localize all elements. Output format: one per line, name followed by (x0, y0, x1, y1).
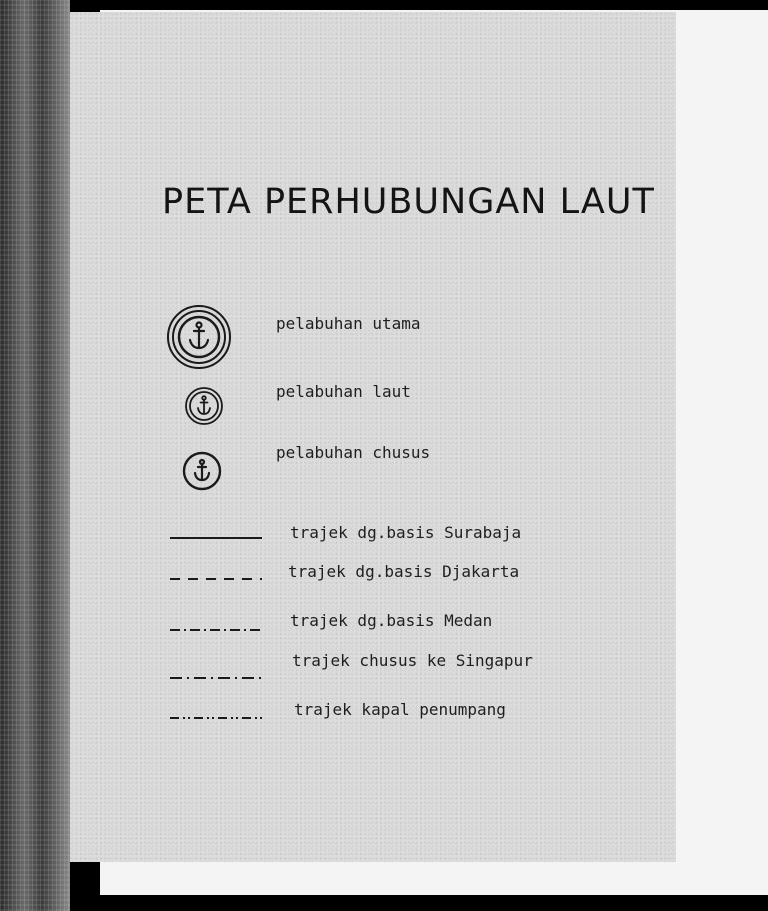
legend-label-pelabuhan-utama: pelabuhan utama (276, 314, 421, 333)
route-line-dash-dot-dot (170, 712, 266, 724)
legend-label-trajek-kapal-penumpang: trajek kapal penumpang (294, 700, 506, 719)
binding-spine (0, 0, 70, 911)
legend-label-pelabuhan-laut: pelabuhan laut (276, 382, 411, 401)
legend-label-trajek-surabaja: trajek dg.basis Surabaja (290, 523, 522, 542)
map-title: PETA PERHUBUNGAN LAUT (162, 182, 655, 222)
legend-label-trajek-singapur: trajek chusus ke Singapur (292, 651, 533, 670)
anchor-double-circle-icon (184, 386, 224, 426)
legend-label-trajek-medan: trajek dg.basis Medan (290, 611, 493, 630)
route-line-dashed (170, 573, 266, 585)
route-line-dash-dot (170, 624, 266, 636)
anchor-circle-icon (181, 450, 223, 492)
legend-label-trajek-djakarta: trajek dg.basis Djakarta (288, 562, 520, 581)
map-legend-page (70, 12, 676, 862)
route-line-solid (170, 532, 266, 544)
route-line-dash-dot-singapur (170, 672, 266, 684)
legend-label-pelabuhan-chusus: pelabuhan chusus (276, 443, 431, 462)
anchor-triple-circle-icon (166, 304, 232, 370)
